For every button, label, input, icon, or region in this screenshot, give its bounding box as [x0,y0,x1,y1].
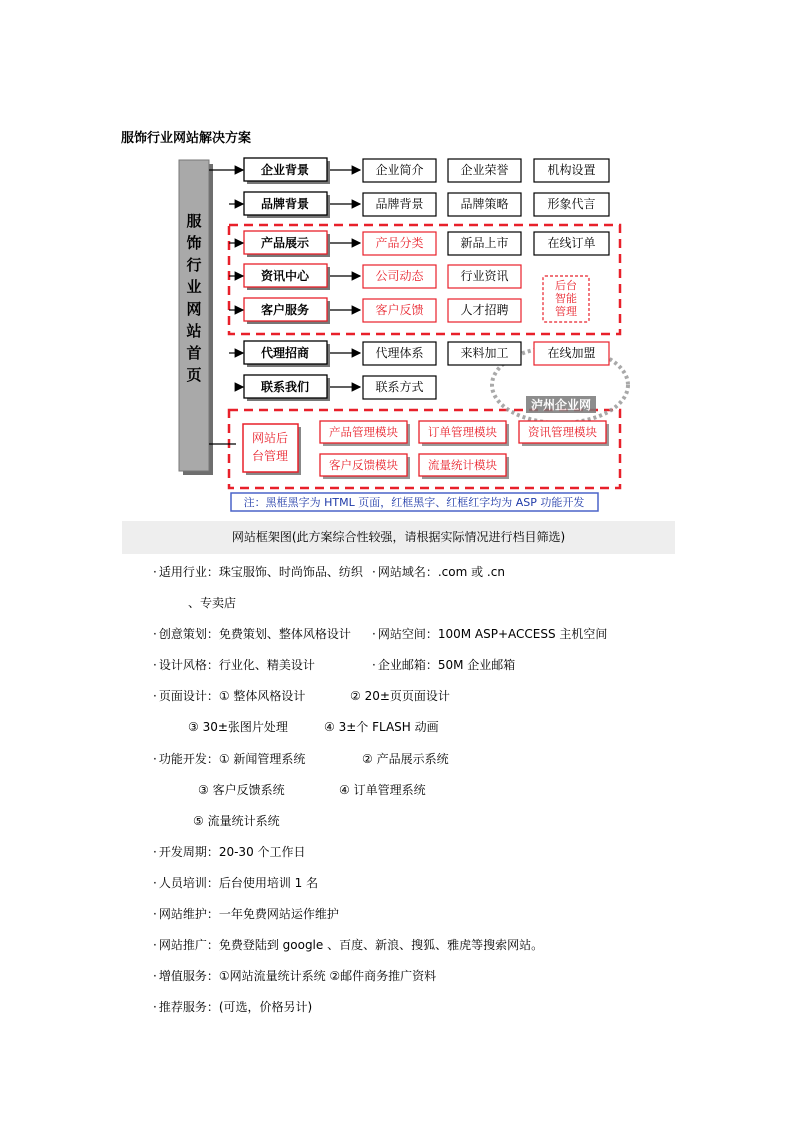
spec-period: · 开发周期：20-30 个工作日 [153,845,306,859]
spec-recommended: · 推荐服务：(可选，价格另计) [153,1000,313,1014]
sub-item-label: 公司动态 [375,269,424,283]
sub-item-label: 新品上市 [460,236,509,250]
sub-item-label: 在线加盟 [547,346,596,360]
spec-promotion: · 网站推广：免费登陆到 google 、百度、新浪、搜狐、雅虎等搜索网站。 [153,938,544,952]
sub-item-label: 人才招聘 [460,303,509,317]
sub-item-label: 企业荣誉 [460,163,509,177]
main-item-label: 资讯中心 [260,269,310,283]
main-item-label: 品牌背景 [260,197,310,211]
spec-function-2: ② 产品展示系统 [362,752,449,766]
homepage-char: 站 [186,322,202,340]
spec-function-5: ⑤ 流量统计系统 [193,814,280,828]
spec-email: · 企业邮箱：50M 企业邮箱 [372,658,516,672]
sub-item-label: 企业简介 [375,163,424,177]
spec-style: · 设计风格：行业化、精美设计 [153,658,315,672]
spec-page-design: · 页面设计：① 整体风格设计 [153,689,306,703]
spec-space: · 网站空间：100M ASP+ACCESS 主机空间 [372,627,608,641]
sub-item-label: 产品分类 [375,236,424,250]
sub-item-label: 行业资讯 [460,269,509,283]
sub-item-label: 在线订单 [547,236,596,250]
spec-value-added: · 增值服务：①网站流量统计系统 ②邮件商务推广资料 [153,969,437,983]
sub-item-label: 形象代言 [547,197,596,211]
sub-item-label: 品牌策略 [460,197,509,211]
sub-item-label: 来料加工 [460,346,509,360]
spec-function: · 功能开发：① 新闻管理系统 [153,752,306,766]
main-item-label: 联系我们 [260,380,310,394]
sub-item-label: 品牌背景 [375,197,424,211]
spec-page-design-3: ③ 30±张图片处理 [188,720,288,734]
spec-training: · 人员培训：后台使用培训 1 名 [153,876,319,890]
main-item-label: 企业背景 [260,163,310,177]
backend-label: 智能 [555,292,577,305]
sub-item-label: 联系方式 [375,380,424,394]
module-label: 客户反馈模块 [329,458,398,472]
module-label: 产品管理模块 [329,425,398,439]
module-label: 资讯管理模块 [528,425,597,439]
spec-page-design-4: ④ 3±个 FLASH 动画 [324,720,439,734]
sub-item-label: 代理体系 [375,346,424,360]
spec-industry: · 适用行业：珠宝服饰、时尚饰品、纺织 [153,565,363,579]
main-item-label: 客户服务 [260,303,310,317]
homepage-char: 行 [186,256,202,274]
homepage-char: 首 [186,344,202,362]
spec-function-3: ③ 客户反馈系统 [198,783,285,797]
homepage-char: 服 [186,212,202,230]
watermark-text: 泸州企业网 [530,398,592,412]
backend-label: 后台 [555,279,577,292]
spec-function-4: ④ 订单管理系统 [339,783,426,797]
spec-domain: · 网站域名：.com 或 .cn [372,565,505,579]
sub-item-label: 机构设置 [547,163,596,177]
homepage-char: 页 [186,366,202,384]
homepage-char: 饰 [186,234,202,252]
site-framework-diagram [0,0,794,520]
note-text: 注：黑框黑字为 HTML 页面，红框黑字、红框红字均为 ASP 功能开发 [243,496,585,509]
main-item-label: 代理招商 [260,346,310,360]
diagram-caption: 网站框架图(此方案综合性较强，请根据实际情况进行档目筛选) [122,521,675,554]
homepage-char: 网 [186,300,202,318]
backend-label: 管理 [555,305,577,318]
admin-label: 网站后 [251,431,289,445]
sub-item-label: 客户反馈 [375,303,424,317]
admin-label: 台管理 [251,449,289,463]
spec-planning: · 创意策划：免费策划、整体风格设计 [153,627,351,641]
spec-page-design-2: ② 20±页页面设计 [350,689,450,703]
main-item-label: 产品展示 [260,236,310,250]
module-label: 订单管理模块 [428,425,497,439]
homepage-char: 业 [186,278,202,296]
module-label: 流量统计模块 [428,458,497,472]
spec-industry-cont: 、专卖店 [188,596,237,610]
page-title: 服饰行业网站解决方案 [121,131,252,146]
spec-maintenance: · 网站维护：一年免费网站运作维护 [153,907,339,921]
